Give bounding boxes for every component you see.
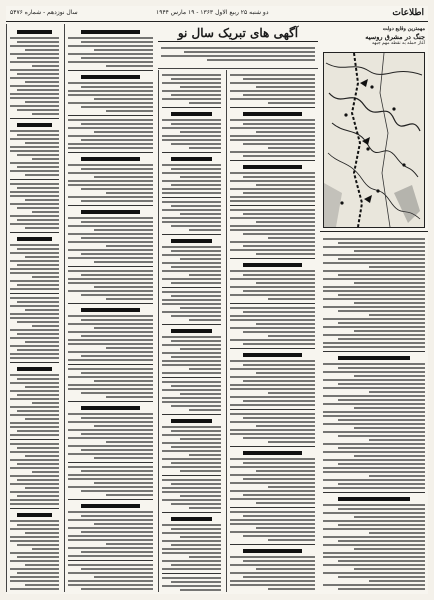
map-headline: جنگ در مشرق روسیه <box>365 33 425 41</box>
column-classifieds-3 <box>226 70 318 592</box>
war-map-panel <box>320 24 428 232</box>
headline-sub-strip <box>158 43 318 69</box>
text-block <box>320 234 428 592</box>
newspaper-brand: اطلاعات <box>392 8 424 18</box>
column-news-right <box>320 234 428 592</box>
newspaper-page <box>6 6 428 594</box>
column-left-narrow <box>6 24 62 592</box>
map-illustration <box>324 53 424 227</box>
text-block <box>227 70 318 592</box>
text-block <box>159 70 224 592</box>
dateline: دو شنبه ۲۵ ربیع الاول ۱۳۶۳ - ۱۹ مارس ۱۹۴۴ <box>156 9 269 16</box>
column-classifieds-1 <box>64 24 156 592</box>
masthead <box>6 6 428 22</box>
issue-number: سال نوزدهم - شماره ۵۴۷۶ <box>10 9 78 16</box>
map-caption: آغاز حمله به نقطه مهم جبهه <box>372 41 425 46</box>
column-classifieds-2 <box>158 70 224 592</box>
text-block <box>7 24 62 592</box>
text-block <box>65 24 156 592</box>
section-heading: مهمترین وقایع دولت <box>382 26 425 32</box>
headline-new-year-greetings: آگهی های تبریک سال نو <box>158 24 318 42</box>
front-map <box>323 52 425 228</box>
